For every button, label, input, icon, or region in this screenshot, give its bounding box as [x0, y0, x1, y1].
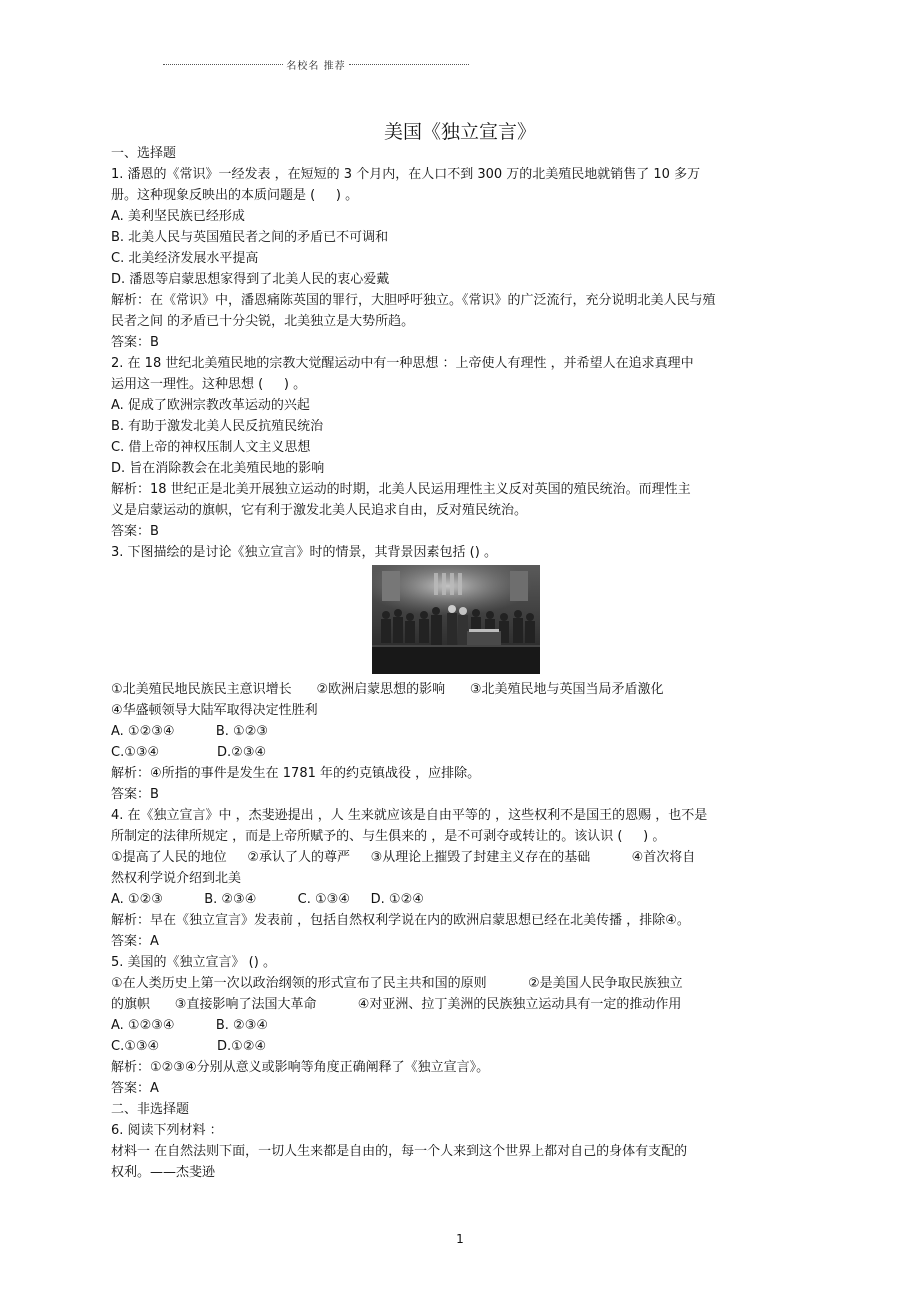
question-3-onward — [111, 679, 811, 1099]
text-line: 材料一 在自然法则下面，一切人生来都是自由的，每一个人来到这个世界上都对自己的身体有支配的 — [111, 1144, 688, 1159]
analysis-line: 民者之间 的矛盾已十分尖锐，北美独立是大势所趋。 — [111, 314, 415, 329]
painting-row — [100, 563, 811, 679]
text-line: 运用这一理性。这种思想 ( ) 。 — [111, 377, 307, 392]
declaration-painting-image — [372, 565, 540, 674]
answer-line: 答案：B — [111, 787, 159, 802]
analysis-line: 解析：18 世纪正是北美开展独立运动的时期，北美人民运用理性主义反对英国的殖民统治。而理性主 — [111, 482, 691, 497]
analysis-line: 解析：④所指的事件是发生在 1781 年的约克镇战役 ，应排除。 — [111, 766, 481, 781]
question-1 — [111, 164, 811, 353]
header-label: 名校名 推荐 — [286, 61, 346, 72]
section-heading-non-choice: 二、非选择题 — [111, 1102, 190, 1117]
header-rule-right — [349, 64, 469, 65]
page-header — [163, 57, 469, 72]
question-6 — [111, 1120, 811, 1183]
option-line: C.①③④ D.①②④ — [111, 1039, 267, 1054]
text-line: 2. 在 18 世纪北美殖民地的宗教大觉醒运动中有一种思想 ：上帝使人有理性 ，并希望人在追求真理中 — [111, 356, 694, 371]
option-line: A. ①②③④ B. ①②③ — [111, 724, 269, 739]
answer-line: 答案：A — [111, 1081, 159, 1096]
option-line: C. 借上帝的神权压制人文主义思想 — [111, 440, 311, 455]
option-line: A. 美利坚民族已经形成 — [111, 209, 245, 224]
analysis-line: 解析：①②③④分别从意义或影响等角度正确阐释了《独立宣言》。 — [111, 1060, 490, 1075]
section-heading-choice: 一、选择题 — [111, 146, 177, 161]
option-line: B. 北美人民与英国殖民者之间的矛盾已不可调和 — [111, 230, 389, 245]
text-line: 所制定的法律所规定 ，而是上帝所赋予的、与生俱来的 ，是不可剥夺或转让的。该认识 ( ) 。 — [111, 829, 666, 844]
text-line: 4. 在《独立宣言》中 ，杰斐逊提出 ，人 生来就应该是自由平等的 ，这些权利不是国王的恩赐 ，也不是 — [111, 808, 708, 823]
text-line: ①北美殖民地民族民主意识增长 ②欧洲启蒙思想的影响 ③北美殖民地与英国当局矛盾激化 — [111, 682, 664, 697]
text-line: ①提高了人民的地位 ②承认了人的尊严 ③从理论上摧毁了封建主义存在的基础 ④首次将自 — [111, 850, 696, 865]
answer-line: 答案：A — [111, 934, 159, 949]
answer-line: 答案：B — [111, 524, 159, 539]
text-line: 6. 阅读下列材料 ： — [111, 1123, 223, 1138]
option-line: C. 北美经济发展水平提高 — [111, 251, 259, 266]
text-line: 然权利学说介绍到北美 — [111, 871, 242, 886]
option-line: A. ①②③ B. ②③④ C. ①③④ D. ①②④ — [111, 892, 424, 907]
text-line: 权利。——杰斐逊 — [111, 1165, 216, 1180]
text-line: ④华盛顿领导大陆军取得决定性胜利 — [111, 703, 318, 718]
text-line: 册。这种现象反映出的本质问题是 ( ) 。 — [111, 188, 359, 203]
text-line: ①在人类历史上第一次以政治纲领的形式宣布了民主共和国的原则 ②是美国人民争取民族独立 — [111, 976, 683, 991]
page-number: 1 — [456, 1232, 464, 1246]
option-line: C.①③④ D.②③④ — [111, 745, 267, 760]
option-line: D. 潘恩等启蒙思想家得到了北美人民的衷心爱戴 — [111, 272, 390, 287]
analysis-line: 解析：早在《独立宣言》发表前 ，包括自然权利学说在内的欧洲启蒙思想已经在北美传播 ，排除④。 — [111, 913, 690, 928]
option-line: A. 促成了欧洲宗教改革运动的兴起 — [111, 398, 310, 413]
text-line: 3. 下图描绘的是讨论《独立宣言》时的情景，其背景因素包括 () 。 — [111, 545, 497, 560]
document-body — [111, 143, 811, 1183]
option-line: D. 旨在消除教会在北美殖民地的影响 — [111, 461, 325, 476]
document-title: 美国《独立宣言》 — [383, 121, 536, 143]
option-line: B. 有助于激发北美人民反抗殖民统治 — [111, 419, 324, 434]
analysis-line: 解析：在《常识》中，潘恩痛陈英国的罪行，大胆呼吁独立。《常识》的广泛流行，充分说明北美人民与殖 — [111, 293, 716, 308]
header-rule-left — [163, 64, 283, 65]
question-2 — [111, 353, 811, 563]
analysis-line: 义是启蒙运动的旗帜，它有利于激发北美人民追求自由，反对殖民统治。 — [111, 503, 528, 518]
text-line: 的旗帜 ③直接影响了法国大革命 ④对亚洲、拉丁美洲的民族独立运动具有一定的推动作用 — [111, 997, 682, 1012]
text-line: 5. 美国的《独立宣言》 () 。 — [111, 955, 276, 970]
option-line: A. ①②③④ B. ②③④ — [111, 1018, 269, 1033]
text-line: 1. 潘恩的《常识》一经发表 ，在短短的 3 个月内，在人口不到 300 万的北美殖民地就销售了 10 多万 — [111, 167, 701, 182]
answer-line: 答案：B — [111, 335, 159, 350]
